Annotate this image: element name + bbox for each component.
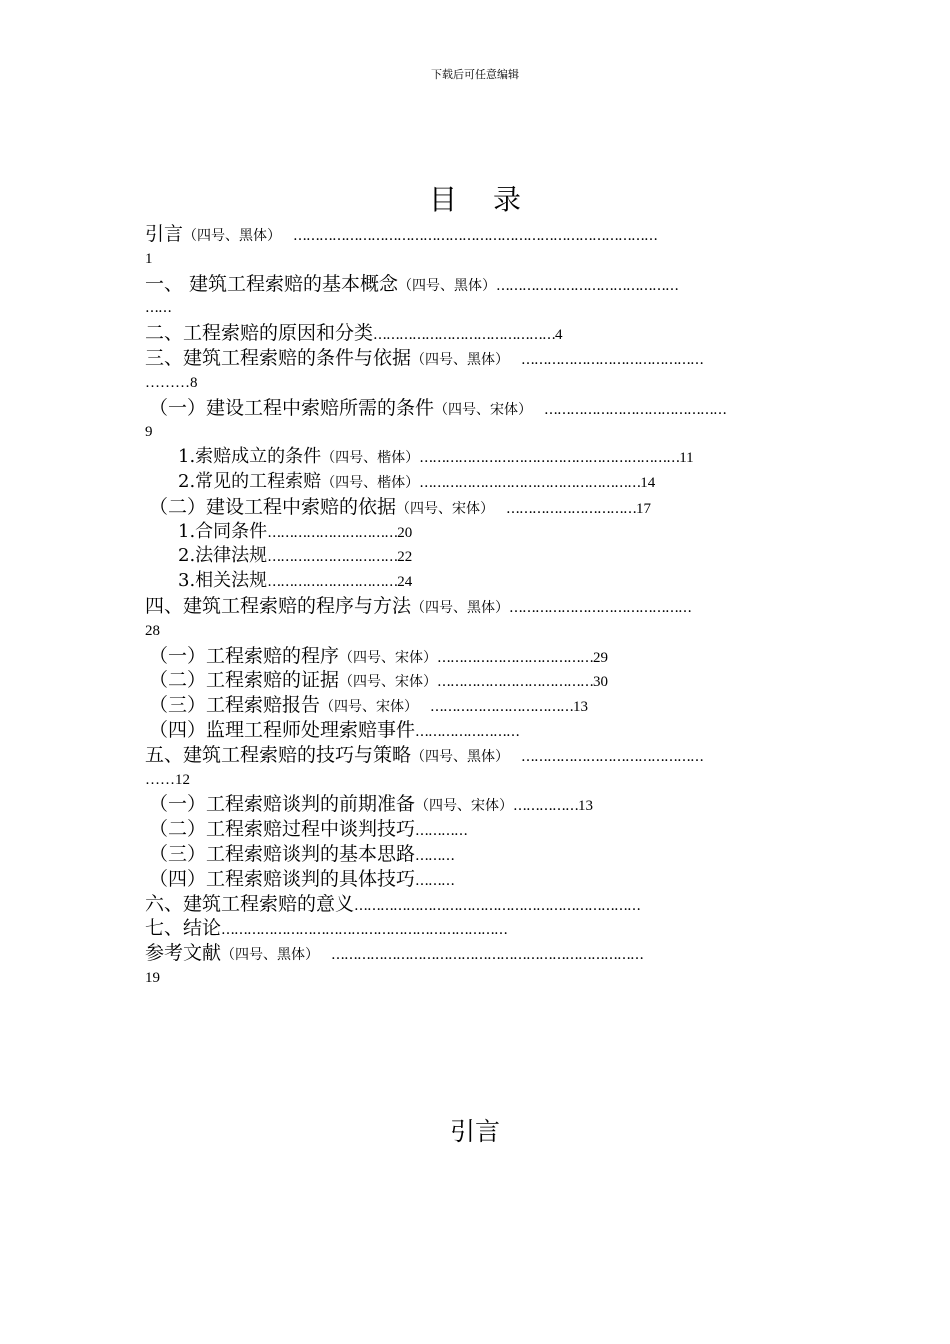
toc-entry-note: （四号、黑体）: [183, 228, 282, 244]
toc-entry-section-1[interactable]: [145, 272, 807, 322]
page-header: 下载后可任意编辑: [431, 68, 519, 81]
toc-entry-title: 1.索赔成立的条件: [178, 446, 322, 468]
toc-entry-title: （四）工程索赔谈判的具体技巧: [149, 867, 416, 890]
toc-entry-note: （四号、宋体）: [434, 401, 533, 418]
toc-entry-title: （三）工程索赔报告: [149, 694, 321, 717]
toc-entry-note: （四号、黑体）: [398, 277, 497, 294]
toc-entry-section-3-2[interactable]: [145, 495, 807, 520]
toc-entry-page: 9: [145, 424, 153, 441]
toc-entry-section-4-3[interactable]: [145, 693, 807, 718]
toc-leader: ……………………………………: [544, 401, 727, 418]
toc-leader: ……………: [513, 798, 579, 815]
toc-leader: ………………………………: [437, 674, 594, 691]
toc-entry-title: 参考文献: [145, 942, 222, 965]
toc-entry-section-3[interactable]: [145, 346, 807, 396]
introduction-heading: 引言: [449, 1117, 500, 1146]
toc-entry-page: 30: [593, 674, 609, 691]
toc-entry-title: 2.法律法规: [178, 545, 268, 567]
toc-entry-page: 13: [578, 798, 594, 815]
toc-leader: ……………………………………: [509, 599, 692, 616]
toc-entry-page: 29: [593, 649, 609, 666]
toc-leader: ……………………: [415, 723, 520, 740]
toc-entry-section-6[interactable]: [145, 892, 807, 917]
toc-leader: ……………………………………: [496, 277, 679, 294]
table-of-contents: [145, 222, 807, 991]
toc-entry-title: （四）监理工程师处理索赔事件: [149, 718, 416, 741]
toc-leader: …………………………: [506, 500, 637, 517]
toc-leader: …………………………: [267, 524, 398, 541]
toc-entry-title: （一）建设工程中索赔所需的条件: [149, 396, 435, 419]
toc-entry-title: 2.常见的工程索赔: [178, 470, 322, 492]
toc-entry-title: 1.合同条件: [178, 520, 268, 542]
toc-leader: ……………………………………………: [419, 474, 641, 491]
toc-entry-title: 四、建筑工程索赔的程序与方法: [145, 594, 412, 617]
toc-entry-title: 二、工程索赔的原因和分类: [145, 322, 374, 345]
toc-entry-page: ……12: [145, 771, 190, 788]
toc-entry-references[interactable]: [145, 941, 807, 991]
toc-entry-page: 4: [555, 327, 563, 344]
toc-entry-title: 引言: [145, 223, 184, 245]
toc-entry-note: （四号、黑体）: [221, 947, 320, 964]
toc-entry-section-3-2-3[interactable]: [145, 569, 807, 594]
toc-leader: ………: [415, 872, 455, 889]
toc-entry-note: （四号、楷体）: [321, 474, 420, 491]
toc-entry-page: 22: [397, 549, 413, 566]
toc-leader: …………………………: [267, 549, 398, 566]
toc-entry-page: 19: [145, 969, 160, 986]
toc-entry-section-4-4[interactable]: [145, 718, 807, 743]
toc-entry-title: （二）工程索赔的证据: [149, 669, 340, 692]
toc-entry-page: 13: [573, 699, 589, 716]
toc-entry-section-5-1[interactable]: [145, 792, 807, 817]
toc-leader: ……………………………………: [521, 748, 704, 765]
toc-entry-note: （四号、黑体）: [411, 748, 510, 765]
toc-entry-page: ………8: [145, 374, 198, 391]
toc-leader: ……………………………………………………: [419, 450, 680, 467]
toc-leader: …………………………………………………………: [221, 922, 508, 939]
toc-entry-note: （四号、宋体）: [320, 699, 419, 716]
toc-entry-section-4-1[interactable]: [145, 644, 807, 669]
toc-entry-section-3-2-1[interactable]: [145, 520, 807, 545]
toc-entry-title: 六、建筑工程索赔的意义: [145, 892, 355, 915]
toc-entry-note: （四号、宋体）: [339, 649, 438, 666]
toc-entry-section-3-2-2[interactable]: [145, 544, 807, 569]
toc-entry-note: （四号、黑体）: [411, 351, 510, 368]
toc-leader: …………………………………………………………………………: [293, 228, 658, 244]
toc-entry-section-3-1[interactable]: [145, 396, 807, 446]
toc-leader-continued: ……: [145, 300, 171, 317]
toc-entry-note: （四号、宋体）: [396, 500, 495, 517]
toc-entry-page: 1: [145, 250, 153, 267]
toc-entry-title: 3.相关法规: [178, 570, 268, 592]
toc-entry-title: （一）工程索赔的程序: [149, 644, 340, 667]
toc-entry-section-4-2[interactable]: [145, 668, 807, 693]
toc-leader: ……………………………: [430, 699, 574, 716]
toc-entry-page: 20: [397, 524, 413, 541]
toc-entry-title: （二）工程索赔过程中谈判技巧: [149, 818, 416, 841]
toc-entry-page: 11: [679, 450, 694, 467]
toc-entry-page: 28: [145, 622, 160, 639]
toc-leader: ………: [415, 847, 455, 864]
toc-entry-section-3-1-1[interactable]: [145, 445, 807, 470]
toc-entry-page: 24: [397, 574, 413, 591]
toc-entry-title: 五、建筑工程索赔的技巧与策略: [145, 743, 412, 766]
toc-entry-introduction[interactable]: [145, 222, 807, 272]
toc-entry-note: （四号、宋体）: [415, 798, 514, 815]
toc-entry-section-5[interactable]: [145, 743, 807, 793]
toc-leader: ………………………………………………………………: [331, 947, 644, 964]
toc-leader: ……………………………………: [521, 351, 704, 368]
toc-entry-title: （二）建设工程中索赔的依据: [149, 495, 397, 518]
toc-entry-page: 14: [640, 474, 656, 491]
toc-entry-title: （一）工程索赔谈判的前期准备: [149, 793, 416, 816]
toc-entry-title: 一、 建筑工程索赔的基本概念: [145, 272, 399, 295]
toc-leader: ………………………………: [437, 649, 594, 666]
toc-entry-section-5-4[interactable]: [145, 867, 807, 892]
toc-entry-page: 17: [636, 500, 652, 517]
toc-entry-section-7[interactable]: [145, 916, 807, 941]
toc-leader: …………: [415, 823, 468, 840]
toc-entry-title: 三、建筑工程索赔的条件与依据: [145, 346, 412, 369]
toc-entry-section-3-1-2[interactable]: [145, 470, 807, 495]
toc-leader: …………………………………………………………: [354, 897, 641, 914]
toc-entry-title: （三）工程索赔谈判的基本思路: [149, 842, 416, 865]
toc-leader: …………………………: [267, 574, 398, 591]
toc-entry-note: （四号、楷体）: [321, 450, 420, 467]
toc-entry-section-5-3[interactable]: [145, 842, 807, 867]
toc-entry-section-4[interactable]: [145, 594, 807, 644]
toc-entry-section-5-2[interactable]: [145, 817, 807, 842]
toc-leader: ……………………………………: [373, 327, 556, 344]
toc-entry-title: 七、结论: [145, 917, 222, 940]
toc-title: 目录: [428, 183, 557, 216]
toc-entry-note: （四号、宋体）: [339, 674, 438, 691]
toc-entry-section-2[interactable]: [145, 321, 807, 346]
toc-entry-note: （四号、黑体）: [411, 599, 510, 616]
